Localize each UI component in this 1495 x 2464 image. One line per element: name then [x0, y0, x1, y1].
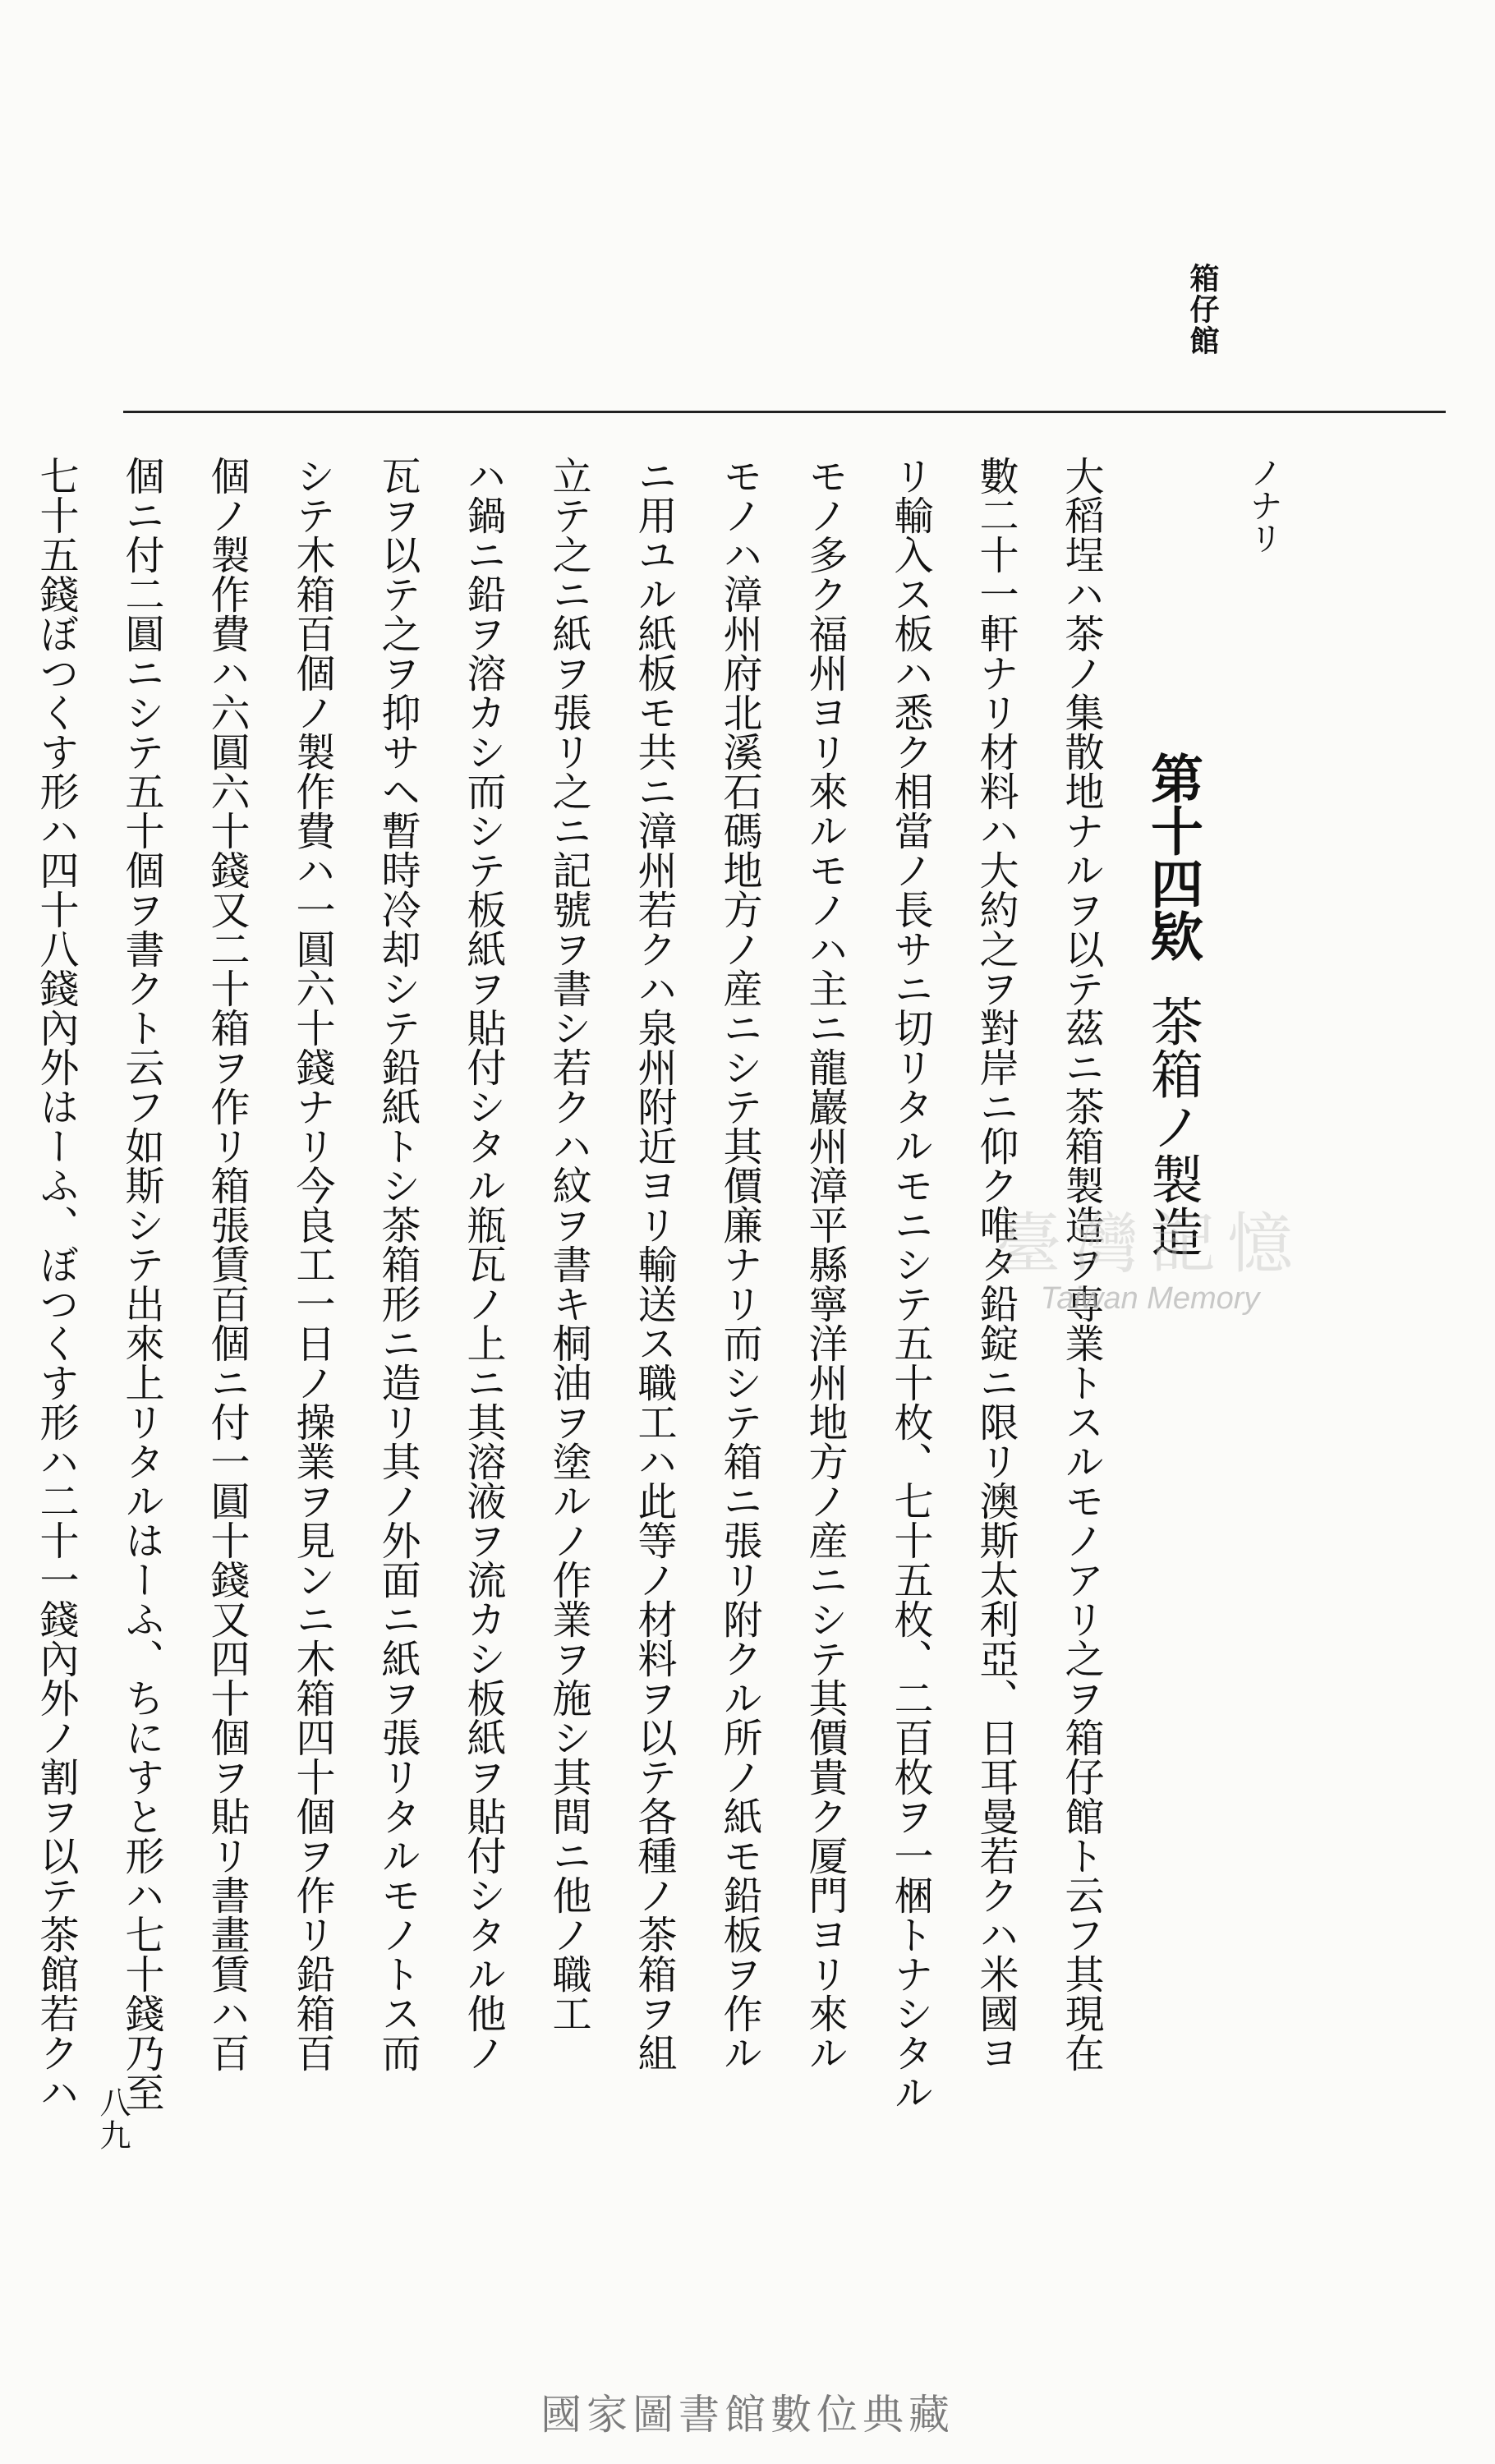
- text-column: 瓦ヲ以テ之ヲ抑サヘ暫時冷却シテ鉛紙トシ茶箱形ニ造リ其ノ外面ニ紙ヲ張リタルモノトス而: [375, 456, 421, 2072]
- archive-footer: 國家圖書館數位典藏: [540, 2391, 954, 2439]
- section-number-14: 第十四欵: [1142, 752, 1203, 962]
- text-column: 七十五錢ぼつくす形ハ四十八錢內外はーふ、ぼつくす形ハ二十一錢內外ノ割ヲ以テ茶館若クハ: [33, 456, 79, 2112]
- text-column: ハ鍋ニ鉛ヲ溶カシ而シテ板紙ヲ貼付シタル瓶瓦ノ上ニ其溶液ヲ流カシ板紙ヲ貼付シタル他ノ: [460, 456, 506, 2072]
- header-rule: [123, 411, 1446, 413]
- text-column: [0, 456, 13, 2328]
- watermark-caption: Taiwan Memory: [1040, 1281, 1260, 1316]
- text-column: 大稻埕ハ茶ノ集散地ナルヲ以テ茲ニ茶箱製造ヲ専業トスルモノアリ之ヲ箱仔館ト云フ其現在: [1058, 456, 1104, 2072]
- text-column: ノナリ: [1244, 456, 1282, 554]
- text-column: シテ木箱百個ノ製作費ハ一圓六十錢ナリ今良工一日ノ操業ヲ見ンニ木箱四十個ヲ作リ鉛箱百: [289, 456, 335, 2072]
- text-column: 個ニ付二圓ニシテ五十個ヲ書クト云フ如斯シテ出來上リタルはーふ、ちにすと形ハ七十錢乃至: [118, 456, 164, 2112]
- section-heading-14: [1124, 456, 1221, 2328]
- running-head: 箱仔館: [1185, 263, 1220, 356]
- text-column: モノ多ク福州ヨリ來ルモノハ主ニ龍巖州漳平縣寧洋州地方ノ産ニシテ其價貴ク厦門ヨリ來ル: [802, 456, 848, 2072]
- text-column: リ輸入ス板ハ悉ク相當ノ長サニ切リタルモニシテ五十枚、七十五枚、二百枚ヲ一梱トナシタル: [887, 456, 933, 2112]
- text-column: モノハ漳州府北溪石碼地方ノ産ニシテ其價廉ナリ而シテ箱ニ張リ附クル所ノ紙モ鉛板ヲ作ル: [716, 456, 762, 2072]
- text-column: ニ用ユル紙板モ共ニ漳州若クハ泉州附近ヨリ輸送ス職工ハ此等ノ材料ヲ以テ各種ノ茶箱ヲ組: [631, 456, 677, 2072]
- page-number: 八九: [94, 2086, 131, 2152]
- text-column: 個ノ製作費ハ六圓六十錢又二十箱ヲ作リ箱張賃百個ニ付一圓十錢又四十個ヲ貼リ書畫賃ハ百: [204, 456, 250, 2072]
- text-column: 數二十一軒ナリ材料ハ大約之ヲ對岸ニ仰ク唯タ鉛錠ニ限リ澳斯太利亞、日耳曼若クハ米國ヨ: [973, 456, 1019, 2072]
- watermark-seal: 臺灣記憶: [996, 1206, 1304, 1282]
- text-column: 立テ之ニ紙ヲ張リ之ニ記號ヲ書シ若クハ紋ヲ書キ桐油ヲ塗ルノ作業ヲ施シ其間ニ他ノ職工: [545, 456, 591, 2033]
- section-title-14: 茶箱ノ製造: [1142, 995, 1203, 1257]
